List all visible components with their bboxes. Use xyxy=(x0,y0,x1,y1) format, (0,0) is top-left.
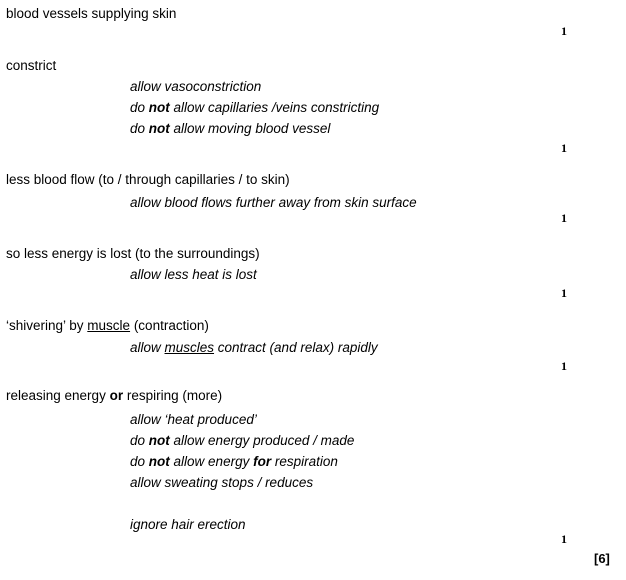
mark-value: 1 xyxy=(561,24,567,38)
guidance-note-line: allow vasoconstriction xyxy=(130,79,262,94)
mark-value: 1 xyxy=(561,211,567,225)
answer-point-line: blood vessels supplying skin xyxy=(6,6,177,21)
guidance-note-line: do not allow capillaries /veins constricting xyxy=(130,100,380,115)
guidance-note-line: allow less heat is lost xyxy=(130,267,257,282)
answer-point-line: less blood flow (to / through capillaries / to skin) xyxy=(6,172,290,187)
guidance-note-line: allow blood flows further away from skin surface xyxy=(130,195,417,210)
guidance-note-line: allow muscles contract (and relax) rapidly xyxy=(130,340,378,355)
guidance-note-line: allow ‘heat produced’ xyxy=(130,412,257,427)
answer-point-line: ‘shivering’ by muscle (contraction) xyxy=(6,318,209,333)
mark-value: 1 xyxy=(561,359,567,373)
guidance-note-line: ignore hair erection xyxy=(130,517,246,532)
guidance-note-line: do not allow moving blood vessel xyxy=(130,121,331,136)
mark-value: 1 xyxy=(561,286,567,300)
guidance-note-line: allow sweating stops / reduces xyxy=(130,475,314,490)
answer-point-line: releasing energy or respiring (more) xyxy=(6,388,223,403)
guidance-note-line: do not allow energy for respiration xyxy=(130,454,338,469)
mark-value: 1 xyxy=(561,532,567,546)
total-marks: [6] xyxy=(594,551,610,566)
mark-value: 1 xyxy=(561,141,567,155)
answer-point-line: so less energy is lost (to the surroundings) xyxy=(6,246,260,261)
guidance-note-line: do not allow energy produced / made xyxy=(130,433,355,448)
answer-point-line: constrict xyxy=(6,58,57,73)
